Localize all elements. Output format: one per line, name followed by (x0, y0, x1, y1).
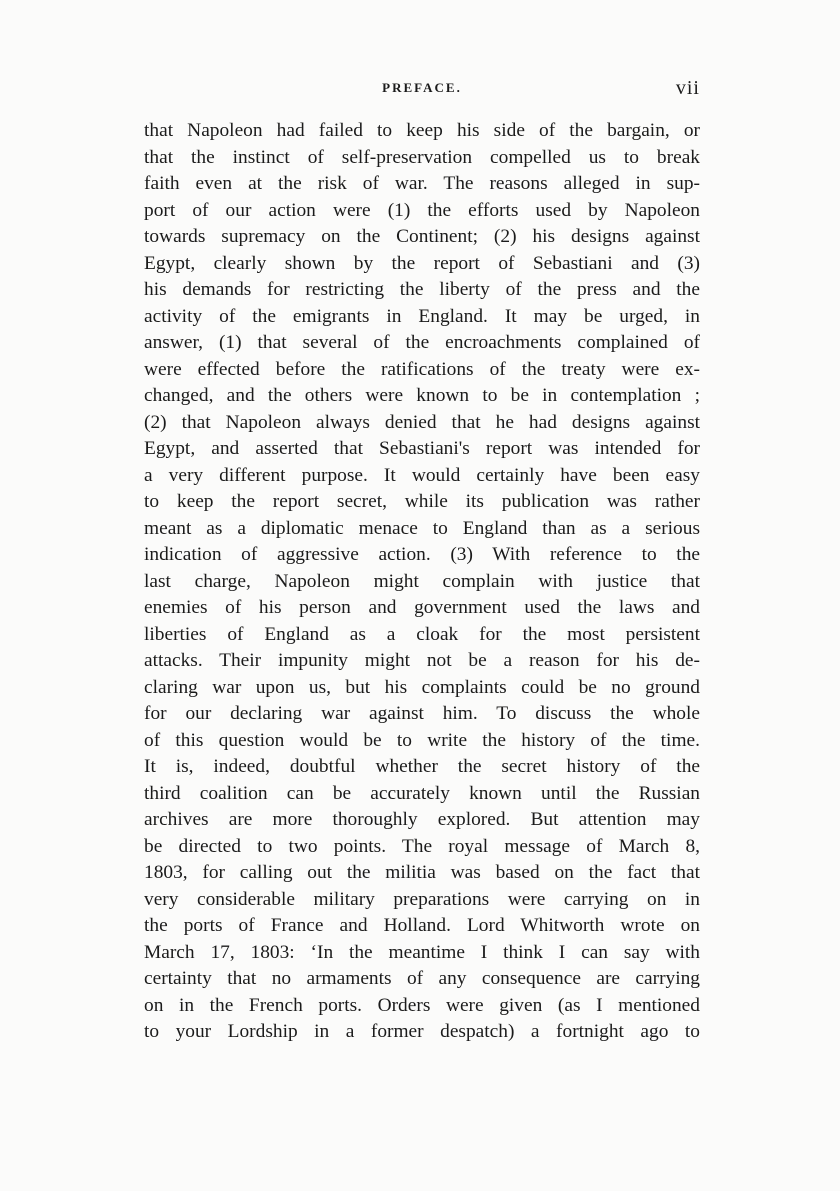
text-line: meant as a diplomatic menace to England than as a serious (144, 517, 700, 539)
text-line: attacks. Their impunity might not be a reason for his de- (144, 650, 700, 671)
text-line: liberties of England as a cloak for the most persistent (144, 623, 700, 645)
text-line: 1803, for calling out the militia was based on the fact that (144, 862, 700, 883)
page-number: vii (675, 77, 700, 99)
text-line: that Napoleon had failed to keep his side of the bargain, or (144, 120, 700, 141)
text-line: (2) that Napoleon always denied that he had designs against (144, 411, 700, 433)
text-line: of this question would be to write the history of the time. (144, 729, 700, 751)
text-line: changed, and the others were known to be in contemplation ; (144, 385, 700, 406)
text-line: It is, indeed, doubtful whether the secret history of the (144, 756, 700, 777)
text-line: on in the French ports. Orders were given (as I mentioned (144, 994, 700, 1016)
text-line: archives are more thoroughly explored. But attention may (144, 809, 700, 830)
text-line: were effected before the ratifications of the treaty were ex- (144, 358, 700, 380)
text-line: towards supremacy on the Continent; (2) his designs against (144, 226, 700, 247)
text-line: certainty that no armaments of any consequence are carrying (144, 968, 700, 989)
text-line: enemies of his person and government used the laws and (144, 597, 700, 618)
body-text (144, 118, 700, 1046)
text-line: port of our action were (1) the efforts used by Napoleon (144, 199, 700, 221)
text-line: Egypt, and asserted that Sebastiani's report was intended for (144, 438, 700, 459)
text-line: third coalition can be accurately known until the Russian (144, 782, 700, 804)
text-line: very considerable military preparations were carrying on in (144, 888, 700, 910)
text-line: claring war upon us, but his complaints could be no ground (144, 676, 700, 698)
text-line: Egypt, clearly shown by the report of Sebastiani and (3) (144, 252, 700, 274)
page-header (144, 77, 700, 103)
text-line: to your Lordship in a former despatch) a fortnight ago to (144, 1021, 700, 1042)
text-line: March 17, 1803: ‘In the meantime I think I can say with (144, 941, 700, 963)
text-line: his demands for restricting the liberty of the press and the (144, 279, 700, 300)
text-line: the ports of France and Holland. Lord Whitworth wrote on (144, 915, 700, 936)
text-line: faith even at the risk of war. The reasons alleged in sup- (144, 173, 700, 194)
text-line: activity of the emigrants in England. It may be urged, in (144, 305, 700, 327)
running-title: PREFACE. (382, 80, 462, 95)
text-line: indication of aggressive action. (3) With reference to the (144, 544, 700, 565)
text-line: answer, (1) that several of the encroachments complained of (144, 332, 700, 353)
text-line: to keep the report secret, while its publication was rather (144, 491, 700, 512)
text-line: for our declaring war against him. To discuss the whole (144, 703, 700, 724)
text-line: last charge, Napoleon might complain with justice that (144, 570, 700, 592)
text-line: a very different purpose. It would certainly have been easy (144, 464, 700, 486)
text-line: that the instinct of self-preservation compelled us to break (144, 146, 700, 168)
text-line: be directed to two points. The royal message of March 8, (144, 835, 700, 857)
